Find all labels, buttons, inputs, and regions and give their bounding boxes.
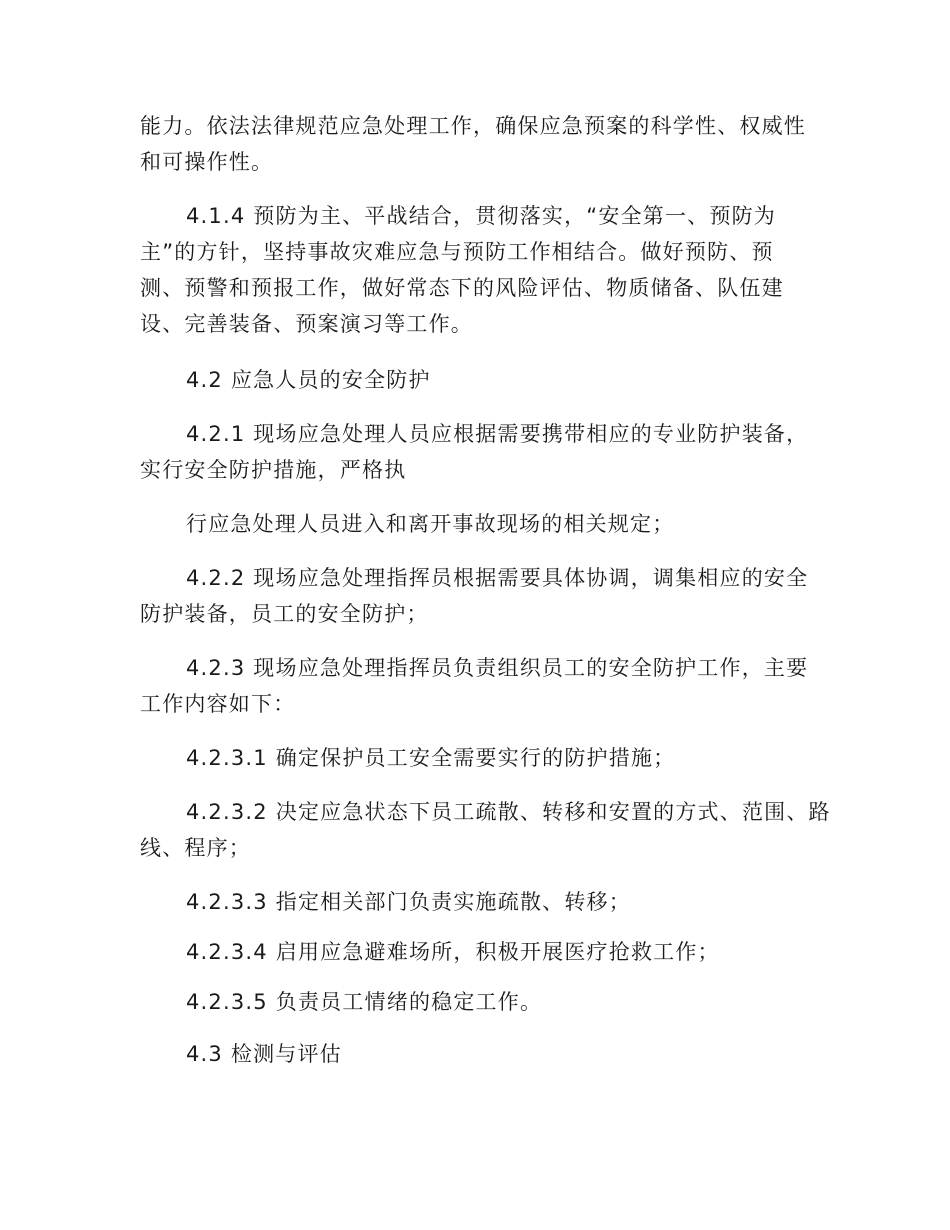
text-line: 防护装备，员工的安全防护； [140,602,429,626]
text-line: 4.2.3 现场应急处理指挥员负责组织员工的安全防护工作，主要 [186,656,809,680]
text-line: 和可操作性。 [140,150,274,174]
paragraph-4-2-1 [140,416,820,488]
text-line: 行应急处理人员进入和离开事故现场的相关规定； [186,512,675,536]
text-line: 4.2.3.1 确定保护员工安全需要实行的防护措施； [186,746,676,770]
text-line: 4.2.3.5 负责员工情绪的稳定工作。 [186,990,543,1014]
paragraph-continuation [140,506,820,542]
paragraph-legal-compliance [140,108,820,180]
paragraph-4-2-3-2 [140,794,831,866]
paragraph-4-2-3-5 [140,984,820,1020]
paragraph-4-2-3-1 [140,740,820,776]
paragraph-4-2-3-4 [140,934,820,970]
text-line: 4.2.3.2 决定应急状态下员工疏散、转移和安置的方式、范围、路 [186,800,831,824]
section-heading-4-3 [140,1036,820,1072]
text-line: 4.2 应急人员的安全防护 [186,368,431,392]
paragraph-4-1-4 [140,198,820,342]
text-line: 4.2.1 现场应急处理人员应根据需要携带相应的专业防护装备， [186,422,809,446]
text-line: 实行安全防护措施，严格执 [140,458,407,482]
text-line: 工作内容如下： [140,692,296,716]
text-line: 4.2.2 现场应急处理指挥员根据需要具体协调，调集相应的安全 [186,566,809,590]
text-line: 设、完善装备、预案演习等工作。 [140,312,473,336]
text-line: 4.2.3.3 指定相关部门负责实施疏散、转移； [186,890,631,914]
text-line: 测、预警和预报工作，做好常态下的风险评估、物质储备、队伍建 [140,276,784,300]
paragraph-4-2-3-3 [140,884,820,920]
text-line: 4.1.4 预防为主、平战结合，贯彻落实，“安全第一、预防为 [186,204,776,228]
text-line: 4.2.3.4 启用应急避难场所，积极开展医疗抢救工作； [186,940,720,964]
text-line: 主”的方针，坚持事故灾难应急与预防工作相结合。做好预防、预 [140,240,774,264]
text-line: 4.3 检测与评估 [186,1042,342,1066]
text-line: 线、程序； [140,836,251,860]
paragraph-4-2-3 [140,650,820,722]
text-line: 能力。依法法律规范应急处理工作，确保应急预案的科学性、权威性 [140,114,806,138]
paragraph-4-2-2 [140,560,820,632]
section-heading-4-2 [140,362,820,398]
